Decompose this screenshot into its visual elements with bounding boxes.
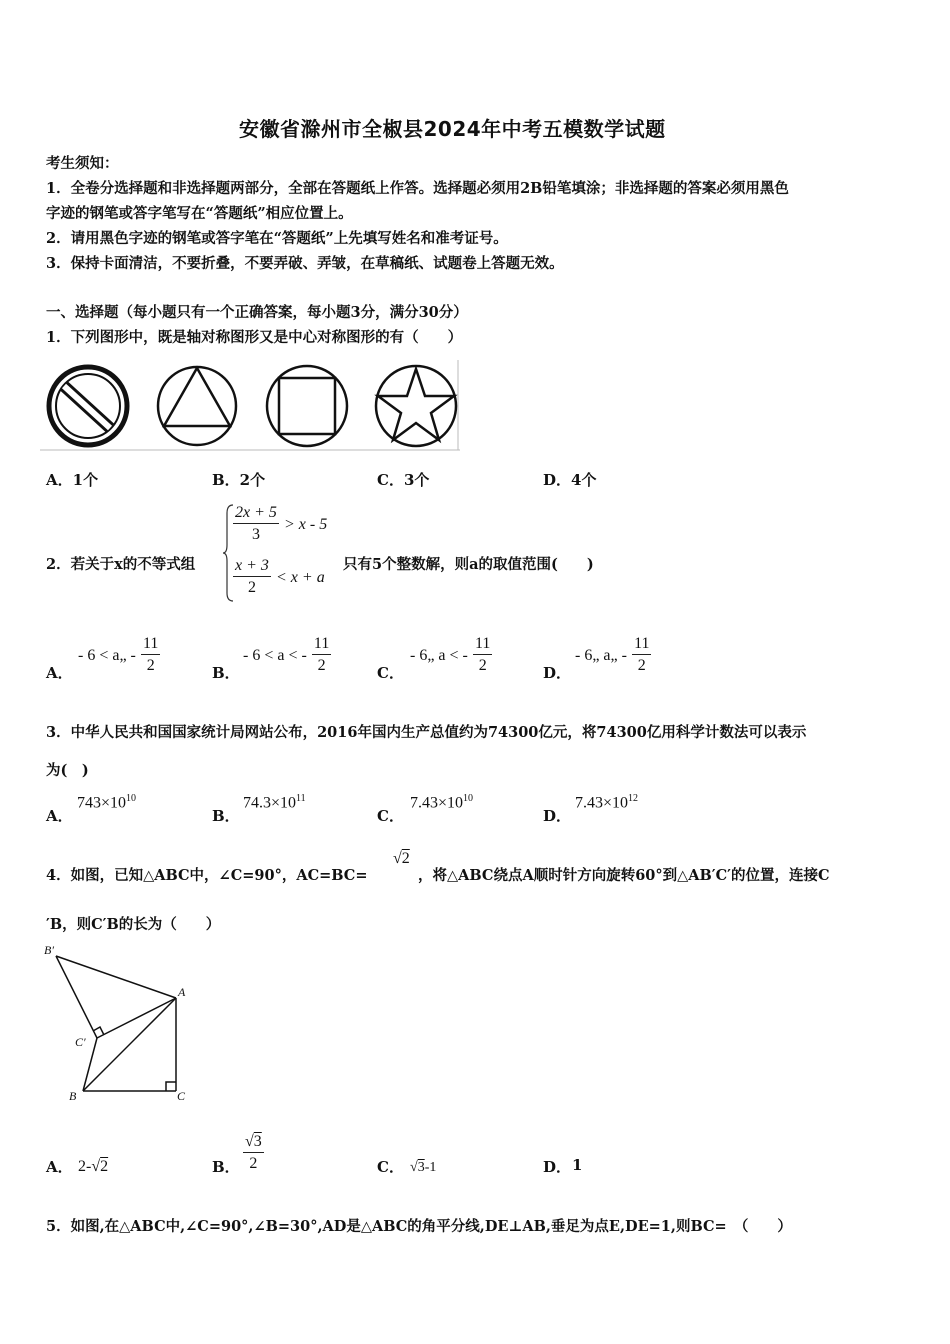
q1-stem: 1．下列图形中，既是轴对称图形又是中心对称图形的有（ ） bbox=[46, 329, 463, 346]
ineq1-numerator: 2x + 5 bbox=[233, 503, 279, 524]
q1-option-d[interactable]: D．4个 bbox=[543, 471, 597, 489]
fig-label-a: A bbox=[178, 985, 186, 999]
triangle-figure bbox=[158, 367, 236, 445]
ineq1-denominator: 3 bbox=[251, 526, 260, 543]
q3-option-d[interactable] bbox=[575, 793, 638, 812]
notice-line-2: 2．请用黑色字迹的钢笔或答字笔在“答题纸”上先填写姓名和准考证号。 bbox=[46, 230, 508, 247]
q2-option-a-frac bbox=[141, 634, 160, 677]
q4-stem-a: 4．如图，已知△ABC中，∠C=90°，AC=BC= bbox=[46, 867, 368, 884]
q1-option-a[interactable]: A．1个 bbox=[46, 471, 99, 489]
q1-option-c[interactable]: C．3个 bbox=[377, 471, 430, 489]
ineq2-denominator: 2 bbox=[247, 579, 256, 596]
q2-option-d[interactable] bbox=[575, 634, 651, 677]
q4-label-a[interactable]: A． bbox=[46, 1158, 73, 1176]
frac-num: 11 bbox=[312, 634, 331, 655]
q4-option-b-rad: 3 bbox=[253, 1133, 262, 1150]
ineq2-rhs: < x + a bbox=[276, 569, 325, 586]
q3-label-a[interactable]: A． bbox=[46, 807, 73, 825]
q3-label-d[interactable]: D． bbox=[543, 807, 572, 825]
q3-option-b-exp: 11 bbox=[296, 793, 306, 804]
inequality-2 bbox=[233, 556, 325, 599]
frac-den: 2 bbox=[637, 657, 646, 674]
q4-label-b[interactable]: B． bbox=[212, 1158, 240, 1176]
prohibition-figure bbox=[49, 367, 127, 445]
ineq1-fraction bbox=[233, 503, 279, 546]
q3-stem-b: 为( ) bbox=[46, 762, 89, 779]
q2-option-c-expr: - 6„ a < - bbox=[410, 647, 468, 664]
ineq1-rhs: > x - 5 bbox=[284, 516, 328, 533]
q4-option-b-frac bbox=[243, 1132, 264, 1175]
q2-suffix: 只有5个整数解，则a的取值范围( ) bbox=[343, 556, 594, 573]
fig-label-b: B bbox=[69, 1089, 77, 1103]
q1-figures bbox=[40, 360, 460, 454]
notice-heading: 考生须知： bbox=[46, 155, 119, 172]
notice-line-1a: 1．全卷分选择题和非选择题两部分，全部在答题纸上作答。选择题必须用2B铅笔填涂；非选择题的答案必须用黑色 bbox=[46, 180, 789, 197]
notice-line-3: 3．保持卡面清洁，不要折叠，不要弄破、弄皱，在草稿纸、试题卷上答题无效。 bbox=[46, 255, 564, 272]
q4-label-c[interactable]: C． bbox=[377, 1158, 404, 1176]
frac-num: 11 bbox=[473, 634, 492, 655]
fig-label-bprime: B′ bbox=[44, 943, 54, 957]
q2-option-a[interactable] bbox=[78, 634, 160, 677]
q2-option-b-frac bbox=[312, 634, 331, 677]
q2-option-c[interactable] bbox=[410, 634, 492, 677]
q2-label-a[interactable]: A． bbox=[46, 664, 73, 682]
q3-option-b[interactable] bbox=[243, 793, 306, 812]
square-figure bbox=[267, 366, 347, 446]
q4-option-a-rad: 2 bbox=[100, 1158, 109, 1175]
q2-option-c-frac bbox=[473, 634, 492, 677]
q3-option-d-exp: 12 bbox=[628, 793, 639, 804]
q4-option-c-post: -1 bbox=[424, 1160, 437, 1175]
q3-stem-a: 3．中华人民共和国国家统计局网站公布，2016年国内生产总值约为74300亿元，将74300亿用科学计数法可以表示 bbox=[46, 724, 807, 741]
q2-option-b[interactable] bbox=[243, 634, 331, 677]
q3-option-a-base: 743×10 bbox=[77, 794, 127, 812]
ineq2-numerator: x + 3 bbox=[233, 556, 271, 577]
q4-option-d[interactable]: 1 bbox=[572, 1156, 583, 1174]
fig-label-c: C bbox=[177, 1089, 186, 1103]
q2-label-d[interactable]: D． bbox=[543, 664, 572, 682]
q2-option-d-expr: - 6„ a„ - bbox=[575, 647, 627, 664]
q3-option-c[interactable] bbox=[410, 793, 473, 812]
frac-den: 2 bbox=[478, 657, 487, 674]
q4-option-b-num: √3 bbox=[243, 1132, 264, 1153]
q2-prefix: 2．若关于x的不等式组 bbox=[46, 556, 196, 573]
frac-num: 11 bbox=[632, 634, 651, 655]
q4-option-b-den: 2 bbox=[249, 1155, 258, 1172]
fig-label-cprime: C′ bbox=[75, 1035, 86, 1049]
q3-option-d-base: 7.43×10 bbox=[575, 794, 629, 812]
q3-option-a-exp: 10 bbox=[126, 793, 137, 804]
frac-den: 2 bbox=[317, 657, 326, 674]
q4-option-a[interactable]: 2-√2 bbox=[78, 1158, 109, 1175]
q4-sqrt2: √2 bbox=[393, 850, 410, 867]
q4-sqrt2-radicand: 2 bbox=[401, 850, 410, 867]
star-figure bbox=[376, 366, 456, 446]
q4-option-a-pre: 2- bbox=[78, 1158, 92, 1175]
frac-num: 11 bbox=[141, 634, 160, 655]
q4-option-c[interactable]: √3-1 bbox=[410, 1160, 437, 1175]
q3-label-b[interactable]: B． bbox=[212, 807, 240, 825]
q3-option-b-base: 74.3×10 bbox=[243, 794, 297, 812]
section-heading: 一、选择题（每小题只有一个正确答案，每小题3分，满分30分） bbox=[46, 304, 468, 321]
frac-den: 2 bbox=[146, 657, 155, 674]
q3-label-c[interactable]: C． bbox=[377, 807, 404, 825]
page-title: 安徽省滁州市全椒县2024年中考五模数学试题 bbox=[239, 117, 666, 141]
q4-option-b[interactable] bbox=[243, 1132, 264, 1175]
q2-label-b[interactable]: B． bbox=[212, 664, 240, 682]
q2-option-a-expr: - 6 < a„ - bbox=[78, 647, 136, 664]
q3-option-a[interactable] bbox=[77, 793, 136, 812]
q4-stem-b: ，将△ABC绕点A顺时针方向旋转60°到△AB′C′的位置，连接C bbox=[418, 867, 830, 884]
q4-stem-c: ′B，则C′B的长为（ ） bbox=[46, 916, 221, 933]
ineq2-fraction bbox=[233, 556, 271, 599]
q3-option-c-exp: 10 bbox=[463, 793, 474, 804]
q2-option-d-frac bbox=[632, 634, 651, 677]
q2-option-b-expr: - 6 < a < - bbox=[243, 647, 307, 664]
notice-line-1b: 字迹的钢笔或答字笔写在“答题纸”相应位置上。 bbox=[46, 205, 353, 222]
q4-figure bbox=[40, 938, 200, 1108]
q2-label-c[interactable]: C． bbox=[377, 664, 404, 682]
inequality-1 bbox=[233, 503, 327, 546]
q4-label-d[interactable]: D． bbox=[543, 1158, 572, 1176]
q1-option-b[interactable]: B．2个 bbox=[212, 471, 266, 489]
q5-stem: 5．如图,在△ABC中,∠C=90°,∠B=30°,AD是△ABC的角平分线,DE⊥AB,垂足为点E,DE=1,则BC= （ ） bbox=[46, 1218, 792, 1235]
q3-option-c-base: 7.43×10 bbox=[410, 794, 464, 812]
q4-option-c-rad: 3 bbox=[417, 1160, 425, 1175]
